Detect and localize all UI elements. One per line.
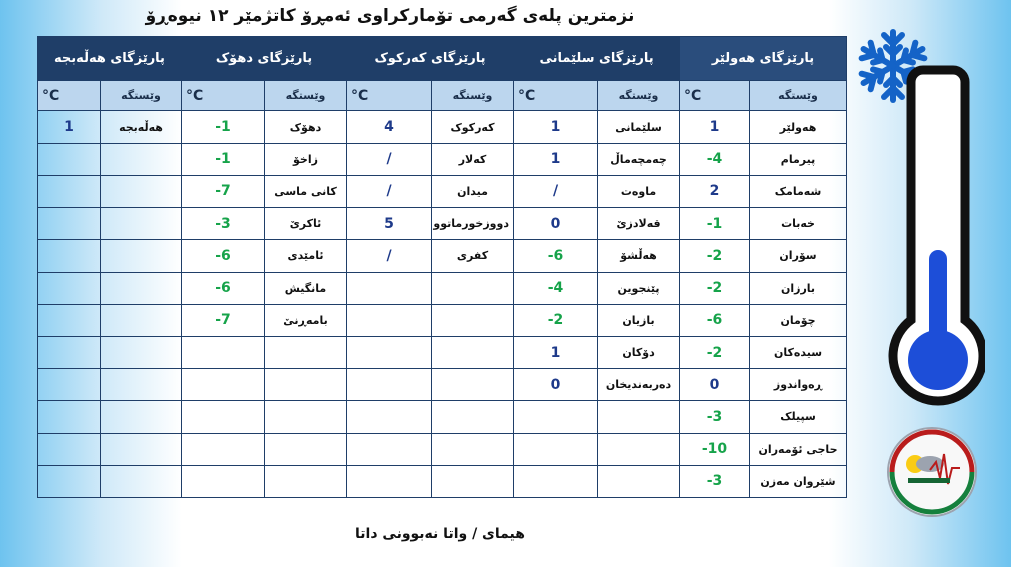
temperature-value: 1 [680, 111, 750, 143]
meteorology-logo [870, 424, 1000, 520]
temperature-table [37, 36, 847, 498]
table-row [38, 272, 847, 304]
station-name [432, 336, 514, 368]
table-row [38, 433, 847, 465]
region-header: پارێزگای سلێمانی [514, 37, 680, 81]
temperature-value [182, 401, 265, 433]
station-column-header: وێستگە [750, 81, 847, 111]
region-header: پارێزگای دهۆک [182, 37, 347, 81]
temperature-value: -4 [680, 143, 750, 175]
temperature-value [347, 304, 432, 336]
temp-column-header: °C [680, 81, 750, 111]
temp-column-header: °C [38, 81, 101, 111]
station-name [101, 143, 182, 175]
station-name: سیدەکان [750, 336, 847, 368]
station-name: شەمامک [750, 175, 847, 207]
temperature-value [347, 369, 432, 401]
temperature-value [347, 272, 432, 304]
station-name: شێروان مەزن [750, 465, 847, 497]
temperature-value [38, 175, 101, 207]
legend-note: هیمای / واتا نەبوونی داتا [355, 526, 525, 542]
station-name: ئامێدی [265, 240, 347, 272]
temperature-value: -3 [680, 465, 750, 497]
temperature-value [347, 336, 432, 368]
temperature-value: -4 [514, 272, 598, 304]
table-row [38, 465, 847, 497]
table-row [38, 240, 847, 272]
station-name [101, 465, 182, 497]
station-name [598, 401, 680, 433]
station-name: حاجی ئۆمەران [750, 433, 847, 465]
station-name [101, 433, 182, 465]
temperature-value: -1 [680, 208, 750, 240]
station-name: پێنجوین [598, 272, 680, 304]
temperature-value [38, 433, 101, 465]
station-name: دووزخورماتوو [432, 208, 514, 240]
station-name: زاخۆ [265, 143, 347, 175]
temperature-value: -3 [182, 208, 265, 240]
region-header: پارێزگای کەرکوک [347, 37, 514, 81]
table-row [38, 369, 847, 401]
station-column-header: وێستگە [598, 81, 680, 111]
station-name [265, 433, 347, 465]
temperature-value: 0 [680, 369, 750, 401]
station-name [101, 240, 182, 272]
station-name: دهۆک [265, 111, 347, 143]
station-name [432, 369, 514, 401]
station-name: کەلار [432, 143, 514, 175]
temperature-value [38, 272, 101, 304]
temperature-value: 5 [347, 208, 432, 240]
station-name: کەرکوک [432, 111, 514, 143]
station-name [432, 272, 514, 304]
temperature-value: -1 [182, 143, 265, 175]
station-name [265, 336, 347, 368]
thermometer-icon [885, 64, 985, 424]
station-name: ڕەواندوز [750, 369, 847, 401]
station-name [432, 433, 514, 465]
temperature-value: / [347, 175, 432, 207]
station-name [101, 304, 182, 336]
temperature-value: / [347, 240, 432, 272]
temperature-value: -2 [514, 304, 598, 336]
temperature-value [38, 401, 101, 433]
temperature-value [347, 401, 432, 433]
temperature-value: 0 [514, 369, 598, 401]
station-name [101, 401, 182, 433]
temperature-value: 1 [38, 111, 101, 143]
temperature-value [38, 143, 101, 175]
station-name: چۆمان [750, 304, 847, 336]
temperature-value [182, 369, 265, 401]
temperature-value [38, 336, 101, 368]
temperature-value: -7 [182, 304, 265, 336]
table-row [38, 111, 847, 143]
region-header: پارێزگای هەڵەبجە [38, 37, 182, 81]
temperature-value [347, 433, 432, 465]
station-name: هەڵشۆ [598, 240, 680, 272]
station-name [432, 401, 514, 433]
temperature-value: 1 [514, 336, 598, 368]
station-name: ئاکرێ [265, 208, 347, 240]
temperature-value [514, 465, 598, 497]
temperature-value: -6 [680, 304, 750, 336]
station-name: مانگیش [265, 272, 347, 304]
station-column-header: وێستگە [101, 81, 182, 111]
station-name: دۆکان [598, 336, 680, 368]
station-column-header: وێستگە [432, 81, 514, 111]
station-name: سۆران [750, 240, 847, 272]
station-name: دەربەندیخان [598, 369, 680, 401]
temperature-value [38, 369, 101, 401]
temp-column-header: °C [347, 81, 432, 111]
temp-column-header: °C [182, 81, 265, 111]
temperature-value: -2 [680, 336, 750, 368]
station-name [598, 433, 680, 465]
station-name: بامەڕنێ [265, 304, 347, 336]
region-header: پارێزگای هەولێر [680, 37, 847, 81]
station-name: بازیان [598, 304, 680, 336]
station-name: کفری [432, 240, 514, 272]
station-name: سلێمانی [598, 111, 680, 143]
temperature-value [182, 433, 265, 465]
station-name: پیرمام [750, 143, 847, 175]
temperature-value: -6 [182, 240, 265, 272]
table-row [38, 304, 847, 336]
station-name: خەبات [750, 208, 847, 240]
station-name: چەمچەماڵ [598, 143, 680, 175]
station-name [101, 208, 182, 240]
temperature-value [514, 433, 598, 465]
table-row [38, 208, 847, 240]
temperature-value: -3 [680, 401, 750, 433]
station-name: سپیلک [750, 401, 847, 433]
temperature-value: 0 [514, 208, 598, 240]
station-name: هەڵەبجە [101, 111, 182, 143]
station-name: کانی ماسی [265, 175, 347, 207]
table-row [38, 143, 847, 175]
table-row [38, 175, 847, 207]
temperature-value [38, 208, 101, 240]
temperature-value: -2 [680, 240, 750, 272]
station-name [101, 336, 182, 368]
station-name [265, 465, 347, 497]
temperature-value: / [514, 175, 598, 207]
station-name [265, 369, 347, 401]
station-name [101, 272, 182, 304]
station-name [432, 304, 514, 336]
temperature-value [38, 304, 101, 336]
temperature-value [514, 401, 598, 433]
station-name [265, 401, 347, 433]
temperature-value [38, 240, 101, 272]
station-name: بارزان [750, 272, 847, 304]
temperature-value [182, 336, 265, 368]
temperature-value: 2 [680, 175, 750, 207]
temperature-value: -7 [182, 175, 265, 207]
temperature-value: / [347, 143, 432, 175]
table-row [38, 401, 847, 433]
temperature-value: -2 [680, 272, 750, 304]
station-name: هەولێر [750, 111, 847, 143]
temperature-value: 4 [347, 111, 432, 143]
page-title: نزمترین پلەی گەرمی تۆمارکراوی ئەمڕۆ کاتژمێر ١٢ نیوەڕۆ [145, 6, 635, 26]
temperature-value: -6 [514, 240, 598, 272]
station-name: قەلادزێ [598, 208, 680, 240]
station-name [101, 175, 182, 207]
temperature-value: -10 [680, 433, 750, 465]
temperature-value [347, 465, 432, 497]
temperature-value: -1 [182, 111, 265, 143]
temperature-value [182, 465, 265, 497]
station-column-header: وێستگە [265, 81, 347, 111]
station-name [598, 465, 680, 497]
temperature-value: -6 [182, 272, 265, 304]
temperature-value: 1 [514, 111, 598, 143]
temp-column-header: °C [514, 81, 598, 111]
station-name: میدان [432, 175, 514, 207]
temperature-value: 1 [514, 143, 598, 175]
temperature-value [38, 465, 101, 497]
station-name [101, 369, 182, 401]
station-name [432, 465, 514, 497]
table-row [38, 336, 847, 368]
station-name: ماوەت [598, 175, 680, 207]
